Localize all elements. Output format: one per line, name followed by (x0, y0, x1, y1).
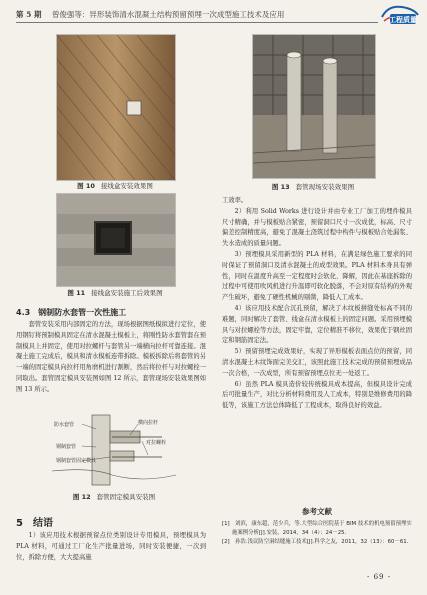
conclusion-point-4: 4）该应用技术配合沉孔预留，解决了木纹板拼缝处标高不同的难题，同时解决了套管、线盒在清水模板上的固定问题。采用预埋模具与对拉螺栓等方法，固定牢靠，定位精准不移位，效果优于钢丝固定和钢筋固定法。 (222, 304, 412, 345)
figure-13-caption (252, 182, 374, 191)
journal-article-title: 曾俊强等：异形装饰清水混凝土结构预留预埋一次成型施工技术及应用 (51, 10, 285, 19)
sleeve-mold-drawing (110, 451, 134, 461)
figure-13-photo (252, 34, 376, 179)
section-4-3-body (16, 320, 206, 396)
reference-item: [1] 刘滨，康东超，范少兵，等.大型综合医院基于 BIM 技术的机电预留预埋实施案例分析[J].安装，2014，34（4）：24－25. (222, 521, 412, 536)
running-header (16, 9, 284, 20)
journal-logo (380, 3, 420, 27)
label-waterproof-sleeve: 防水套管 (54, 422, 75, 428)
junction-box-mold (127, 101, 141, 115)
figure-11-caption-text: 接线盒安装施工后效果图 (91, 289, 163, 297)
section-4-3-heading: 4.3 钢制防水套管一次性施工 (16, 308, 127, 317)
label-tie-rod: 横向拉杆 (138, 420, 159, 426)
reference-item: [2] 孙浩.浅议防空洞结缝施工技术[J].科学之友，2011，32（13）：60－61. (222, 539, 409, 545)
figure-11-label: 图 11 (67, 289, 86, 297)
figure-12-caption-text: 套管固定模具安装图 (96, 493, 156, 501)
figure-12-label: 图 12 (72, 493, 91, 501)
logo-text: 工程质量 (389, 16, 417, 24)
issue-number: 第 5 期 (16, 10, 42, 19)
label-bolt: 对拉螺栓 (146, 440, 167, 446)
figure-10-photo (56, 34, 176, 181)
conclusion-point-2: 2）利用 Solid Works 进行设计并由专业工厂加工的埋件模具尺寸精确，并与模板贴合紧密，预留洞口尺寸一次成优，标高、尺寸偏差控制精度高，避免了混凝土浇筑过程中构件与模板贴合处漏浆、失水造成的质量问题。 (222, 207, 412, 248)
figure-13-caption-text: 套管现场安装效果图 (295, 183, 355, 191)
conclusion-point-5: 5）预留预埋完成效果好，实现了异形模板表面点位的预留，同清水混凝土木纹饰面完美交汇，该照此施工技术完成的预留预埋成品一次合格，一次成型，所有预留预埋点位无一处返工。 (222, 348, 412, 377)
right-column-body (222, 196, 412, 412)
journal-logo-graphic (380, 3, 420, 27)
references-list (222, 520, 412, 547)
section-5-heading: 5 结语 (16, 518, 53, 529)
conclusion-point-3: 3）预埋模具采用新型的 PLA 材料，在满足绿色施工要求的同时保证了预留洞口及清水混凝土的成型效果。PLA 材料本身具有弹性，同时在温度升高至一定程度时会软化、降解，因此在基座拆除的过程中可使用吹风机进行升温即可软化脱落，不会对原有结构的外观产生破坏，避免了硬性机械的剔凿，降低人工成本。 (222, 250, 412, 302)
figure-10-label: 图 10 (77, 182, 95, 190)
conclusion-point-1: 1）该应用技术根据预留点位类别设计专用模具，预埋模具为 PLA 材料，可通过工厂化生产批量进场，同时安装便捷，一次到位，拆除方便，大大提高施 (16, 532, 206, 561)
section-4-3-paragraph: 套管安装采用内部固定的方法，现场根据图纸模拟进行定位，使用钢钉将预制模具固定在清水混凝土模板上，将刚性防水套管套在预制模具上并固定，使用对拉螺杆与套管另一端横向拉杆可靠连接。混凝土施工完成后，模具和清水模板连带拆除。模板拆除后将套管的另一端的固定模具向拉杆用角磨机进行割断，然后将拉杆与对拉螺栓一同取出。套管固定模具安装图如图 12 所示，套管现场安装效果图如图 13 所示。 (16, 321, 206, 393)
header-divider (16, 22, 378, 23)
figure-10-caption-text: 接线盒安装效果图 (100, 182, 153, 190)
label-steel-sleeve: 钢制套管 (56, 444, 77, 450)
continued-text: 工效率。 (222, 197, 248, 204)
references-heading: 参考文献 (302, 507, 332, 516)
formwork-panel (92, 415, 110, 485)
label-sleeve-mold: 钢制套管固定模具 (56, 458, 97, 464)
conclusion-point-6: 6）虽然 PLA 模具造价较传统模具成本提高，但模具设计完成后可批量生产，对比分析材料费用及人工成本，特别是维修费用的降低等，该施工方法总体降低了工程成本，取得良好的效益。 (222, 380, 412, 410)
section-5-body (16, 531, 206, 563)
figure-13-label: 图 13 (271, 183, 290, 191)
page-number: - 69 - (367, 573, 392, 581)
figure-10-caption (56, 181, 174, 190)
figure-11-photo (56, 193, 176, 287)
figure-11-caption (56, 288, 174, 297)
figure-12-caption (52, 492, 176, 501)
figure-12-diagram (52, 413, 176, 488)
